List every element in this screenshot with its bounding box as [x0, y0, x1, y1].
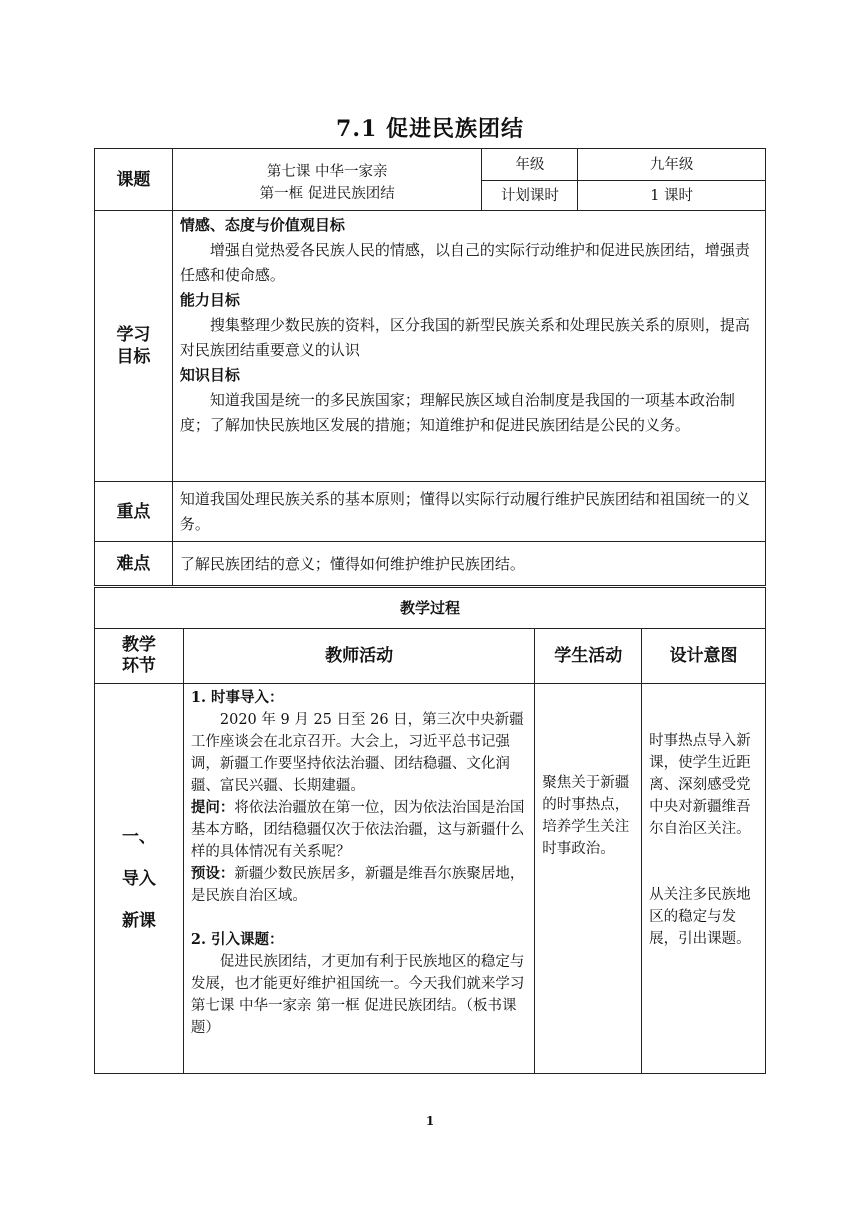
lesson-info-table: [94, 148, 766, 586]
col-stage-line-2: 环节: [121, 656, 156, 676]
key-point-text: 知道我国处理民族关系的基本原则；懂得以实际行动履行维护民族团结和祖国统一的义务。: [172, 482, 765, 542]
grade-value: 九年级: [578, 149, 766, 181]
preset-label: 预设：: [190, 865, 235, 882]
col-student-header: 学生活动: [535, 629, 642, 684]
topic-line-1: 第七课 中华一家亲: [266, 163, 388, 180]
objectives-label: [95, 211, 173, 482]
page-number: 1: [425, 1114, 435, 1128]
item2-text: 促进民族团结，才更加有利于民族地区的稳定与发展，也才能更好维护祖国统一。今天我们就来学习第七课 中华一家亲 第一框 促进民族团结。（板书课题）: [190, 954, 525, 1036]
teaching-process-table: [94, 587, 766, 1074]
stage-cell: [95, 684, 184, 1074]
objectives-label-line-1: 学习: [116, 325, 151, 345]
ability-heading: 能力目标: [179, 291, 240, 309]
teacher-activity: [183, 684, 534, 1074]
process-heading: 教学过程: [95, 588, 766, 629]
item1-heading: 1. 时事导入：: [190, 689, 284, 706]
stage-line-1: 一、: [121, 826, 156, 847]
topic-line-2: 第一框 促进民族团结: [259, 185, 395, 202]
preset-paragraph: [191, 863, 527, 907]
ability-text: 搜集整理少数民族的资料，区分我国的新型民族关系和处理民族关系的原则，提高对民族团结重要意义的认识: [179, 316, 750, 359]
hours-label: 计划课时: [482, 181, 578, 211]
design-intent: [642, 684, 766, 1074]
col-stage-header: [95, 629, 184, 684]
difficulty-label: 难点: [95, 542, 173, 586]
knowledge-heading: 知识目标: [179, 366, 240, 384]
difficulty-text: 了解民族团结的意义；懂得如何维护维护民族团结。: [172, 542, 765, 586]
objectives-label-line-2: 目标: [116, 347, 151, 367]
emotion-text: 增强自觉热爱各民族人民的情感，以自己的实际行动维护和促进民族团结，增强责任感和使命感。: [179, 241, 750, 284]
item1-text: 2020 年 9 月 25 日至 26 日，第三次中央新疆工作座谈会在北京召开。大会上，习近平总书记强调，新疆工作要坚持依法治疆、团结稳疆、文化润疆、富民兴疆、长期建疆。: [190, 712, 524, 794]
stage-line-3: 新课: [121, 910, 156, 931]
col-teacher-header: 教师活动: [183, 629, 534, 684]
topic-label: 课题: [95, 149, 173, 211]
student-activity: [535, 684, 642, 1074]
question-text: 将依法治疆放在第一位，因为依法治国是治国基本方略，团结稳疆仅次于依法治疆，这与新疆什么样的具体情况有关系呢？: [190, 800, 525, 860]
design-text-1: 时事热点导入新课，使学生近距离、深刻感受党中央对新疆维吾尔自治区关注。: [649, 733, 751, 837]
col-stage-line-1: 教学: [121, 635, 156, 655]
topic-value: [172, 149, 482, 211]
grade-label: 年级: [482, 149, 578, 181]
stage-line-2: 导入: [121, 868, 156, 889]
knowledge-text: 知道我国是统一的多民族国家；理解民族区域自治制度是我国的一项基本政治制度；了解加快民族地区发展的措施；知道维护和促进民族团结是公民的义务。: [179, 391, 735, 434]
key-point-label: 重点: [95, 482, 173, 542]
question-label: 提问：: [190, 799, 235, 816]
design-text-2: 从关注多民族地区的稳定与发展，引出课题。: [649, 887, 751, 947]
objectives-content: [172, 211, 765, 482]
item2-heading: 2. 引入课题：: [190, 931, 284, 948]
document-title: 7.1 促进民族团结: [336, 116, 524, 142]
student-text: 聚焦关于新疆的时事热点，培养学生关注时事政治。: [542, 775, 630, 857]
col-design-header: 设计意图: [642, 629, 766, 684]
hours-value: 1 课时: [578, 181, 766, 211]
preset-text: 新疆少数民族居多，新疆是维吾尔族聚居地，是民族自治区域。: [190, 866, 525, 904]
question-paragraph: [191, 797, 527, 863]
emotion-heading: 情感、态度与价值观目标: [179, 216, 345, 234]
